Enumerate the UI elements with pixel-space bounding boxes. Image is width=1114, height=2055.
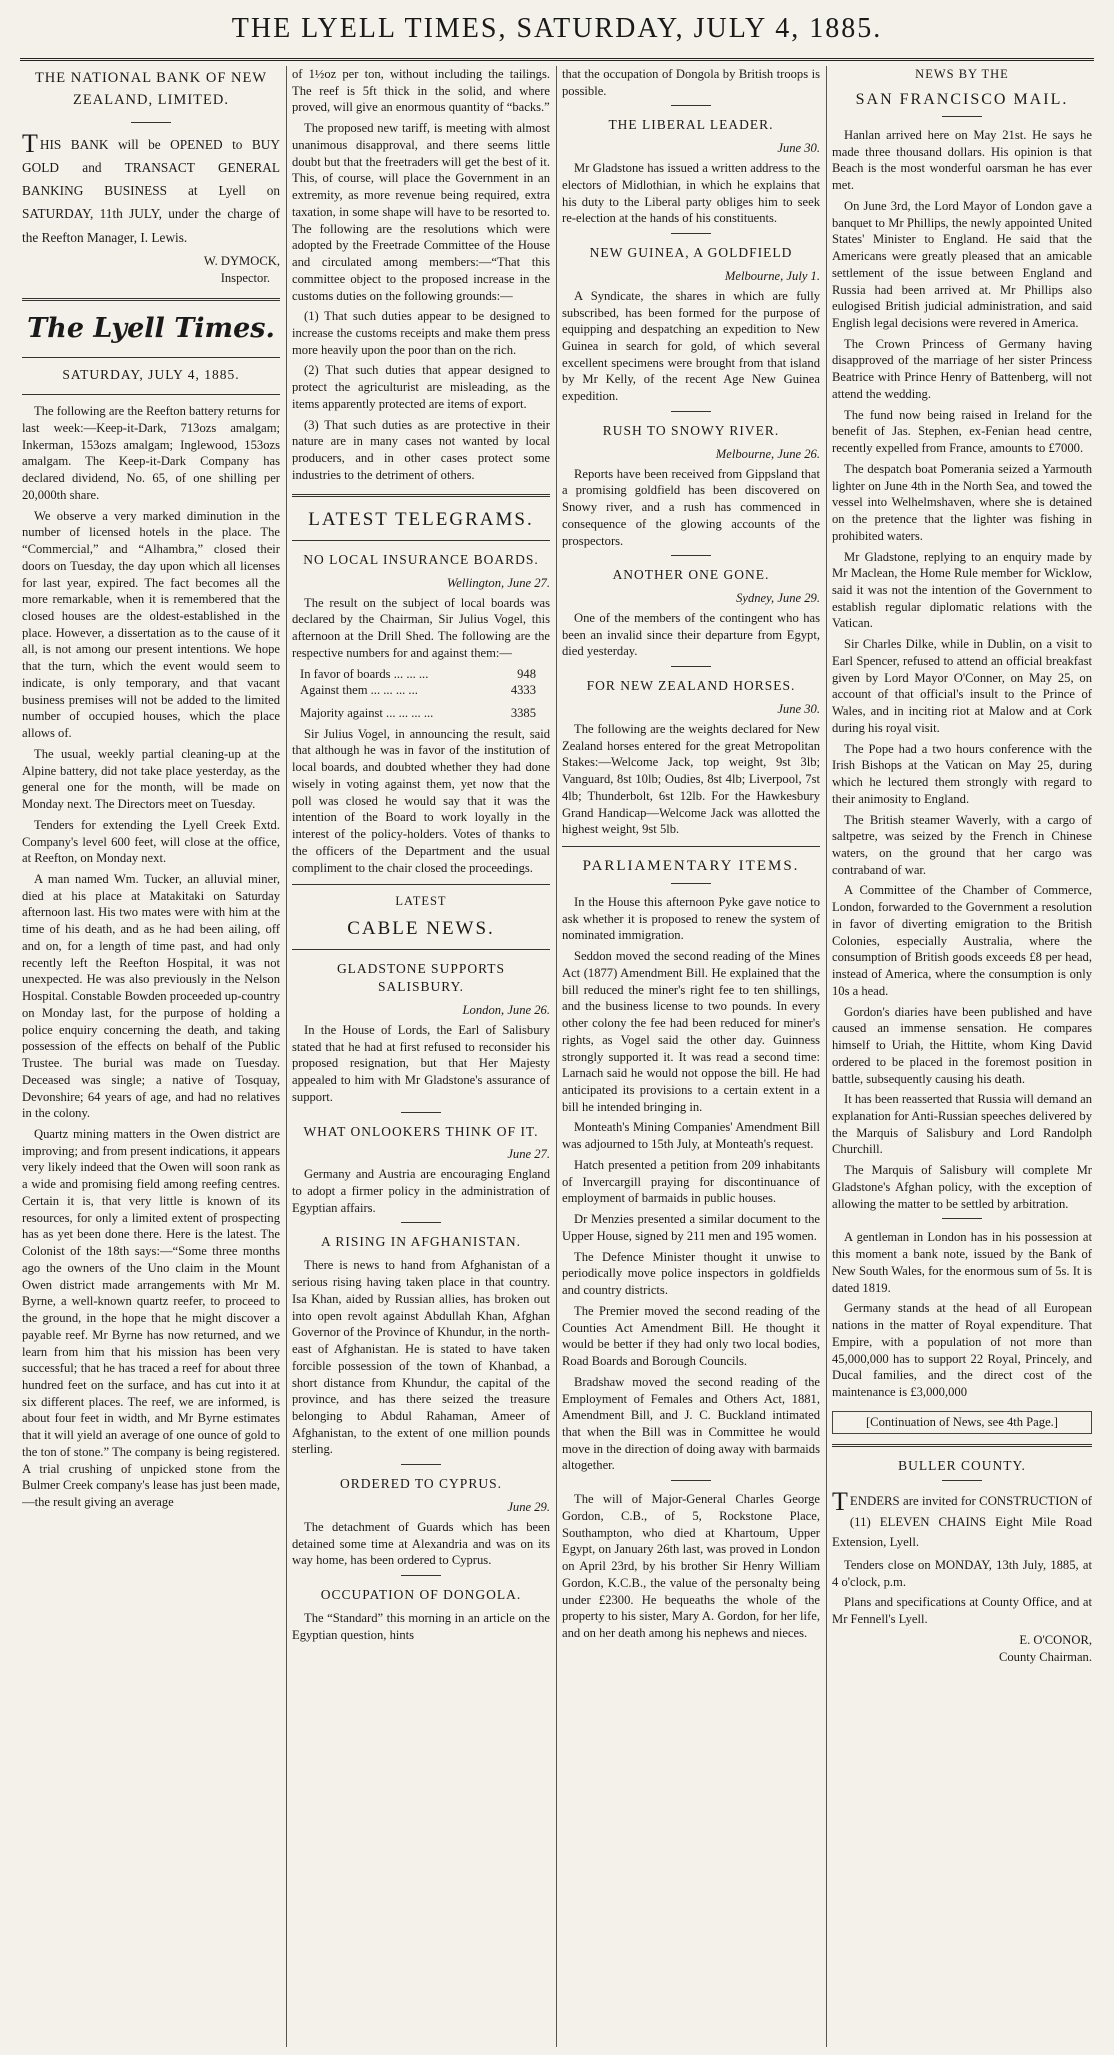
dateline: June 27.	[507, 1147, 550, 1162]
dateline: Melbourne, June 26.	[715, 446, 820, 461]
nameplate: The Lyell Times.	[27, 313, 275, 345]
continuation-note: [Continuation of News, see 4th Page.]	[832, 1411, 1092, 1434]
dateline: June 29.	[507, 1500, 550, 1515]
article-paragraph: The following are the Reefton battery returns for last week:—Keep-it-Dark, 713ozs amalgam; Inkerman, 153ozs amalgam; Inglewood, 153ozs amalgam. The Keep-it-Dark Company has declared dividend, No. 65, of one shilling per 20,000th share.	[22, 404, 280, 502]
dateline: Melbourne, July 1.	[724, 269, 820, 284]
onlookers-headline: WHAT ONLOOKERS THINK OF IT.	[303, 1123, 539, 1139]
article-paragraph: We observe a very marked diminution in the number of licensed hotels in the place. The “Commercial,” and “Alhambra,” closed their doors on Tuesday, the day upon which all licenses for last year, expired. The fact becomes all the more remarkable, when it is remembered that the closed houses are the oldest-established in the place. However, a dissertation as to the cause of it all, is not among our present intentions. We hope that the turn, which the event would seem to indicate, is only temporary, and that vacant business premises will not be added to the limited number of occupied houses, which the place allows of.	[22, 508, 280, 741]
article-paragraph: Monteath's Mining Companies' Amendment Bill was adjourned to 15th July, at Monteath's request.	[562, 1120, 820, 1152]
article-paragraph: A man named Wm. Tucker, an alluvial miner, died at his place at Matakitaki on Saturday afternoon last. His two mates were with him at the time of his death, and as he had been ailing, off and on, for a length of time past, and had only recently left the Reefton Hospital, it was not unexpected. He was also previously in the Nelson Hospital. Constable Bowden proceeded up-country on Monday last, for the purpose of holding a police enquiry concerning the death, and taking possession of the effects on behalf of the Public Trustee. The burial was made on Tuesday. Deceased was single; a native of Tosquay, Devonshire; 64 years of age, and had no relatives in the colony.	[22, 871, 280, 1121]
bank-notice-title: THE NATIONAL BANK OF NEW ZEALAND, LIMITED.	[34, 70, 268, 108]
poll-row-against: Against them ... ... ... ... 4333	[300, 683, 536, 698]
divider	[942, 1480, 982, 1481]
article-paragraph: There is news to hand from Afghanistan of a serious rising having taken place in that country. Isa Khan, aided by Russian allies, has broken out into open revolt against Abdullah Khan, Afghan Governor of the Province of Khundur, in the north-east of Afghanistan. He is stated to have taken forcible possession of the town of Khanbad, a short distance from Khundur, the capital of the province, and has there seized the treasure belonging to Abdul Rahaman, Ameer of Afghanistan, to the extent of one million pounds sterling.	[292, 1258, 550, 1457]
article-paragraph: Tenders for extending the Lyell Creek Extd. Company's level 600 feet, will close at the office, at Reefton, on Monday next.	[22, 817, 280, 866]
article-paragraph: Plans and specifications at County Office, and at Mr Fennell's Lyell.	[832, 1595, 1092, 1627]
article-paragraph: Germany stands at the head of all European nations in the matter of Royal expenditure. That Empire, with a population of not more than 45,000,000 has to support 22 Royal, Princely, and Ducal families, and the direct cost of the maintenance is £3,000,000	[832, 1301, 1092, 1400]
news-by-label: NEWS BY THE	[915, 67, 1009, 81]
article-paragraph: Bradshaw moved the second reading of the Employment of Females and Others Act, 1881, Amendment Bill, and J. C. Buckland intimated that when the Bill was in Committee he would move in the direction of doing away with barmaids altogether.	[562, 1374, 820, 1473]
divider	[671, 233, 711, 234]
bank-notice-body: THIS BANK will be OPENED to BUY GOLD and TRANSACT GENERAL BANKING BUSINESS at Lyell on SATURDAY, 11th JULY, under the charge of the Reefton Manager, I. Lewis.	[22, 128, 280, 245]
column-2	[292, 66, 550, 2047]
article-paragraph: of 1½oz per ton, without including the tailings. The reef is 5ft thick in the solid, and where proved, will give an enormous quantity of “backs.”	[292, 67, 550, 115]
article-paragraph: The Crown Princess of Germany having disapproved of the marriage of her sister Princess Beatrice with Prince Henry of Battenberg, will not attend the wedding.	[832, 336, 1092, 401]
afghanistan-headline: A RISING IN AFGHANISTAN.	[321, 1234, 521, 1250]
divider	[292, 540, 550, 541]
cable-heading: CABLE NEWS.	[347, 917, 495, 939]
article-paragraph: that the occupation of Dongola by British troops is possible.	[562, 67, 820, 98]
article-paragraph: In the House this afternoon Pyke gave notice to ask whether it is proposed to renew the system of nominated immigration.	[562, 894, 820, 943]
divider	[22, 357, 280, 358]
article-paragraph: The British steamer Waverly, with a cargo of saltpetre, was seized by the French in Chinese waters, on the ground that her cargo was contraband of war.	[832, 812, 1092, 877]
article-paragraph: The “Standard” this morning in an article on the Egyptian question, hints	[292, 1611, 550, 1642]
bank-notice-signature: W. DYMOCK,	[203, 253, 280, 268]
column-divider	[826, 66, 827, 2047]
divider	[22, 394, 280, 395]
article-paragraph: The Defence Minister thought it unwise to periodically move police inspectors in goldfields and country districts.	[562, 1249, 820, 1298]
article-paragraph: The proposed new tariff, is meeting with almost unanimous disapproval, and there seems little doubt but that the freetraders will get the best of it. This, of course, will place the Government in an extremity, as more revenue being required, extra taxation, in some shape will have to be resorted to. The following are the resolutions which were adopted by the Freetrade Committee of the House and circulated among members:—“That this committee object to the proposed increase in the customs duties on the following grounds:—	[292, 121, 550, 303]
article-paragraph: The Marquis of Salisbury will complete Mr Gladstone's Afghan policy, with the exception of allowing the matter to be settled by arbitration.	[832, 1163, 1092, 1211]
article-paragraph: The Premier moved the second reading of the Counties Act Amendment Bill. He thought it would be better if they had only two local bodies, Road Boards and Borough Councils.	[562, 1303, 820, 1369]
column-3	[562, 66, 820, 2047]
divider	[401, 1222, 441, 1223]
cyprus-headline: ORDERED TO CYPRUS.	[340, 1476, 502, 1492]
gone-headline: ANOTHER ONE GONE.	[612, 567, 770, 583]
divider	[832, 1444, 1092, 1447]
article-paragraph: Mr Gladstone has issued a written address to the electors of Midlothian, in which he explains that his duty to the Liberal party obliges him to seek re-election at the hands of his constituents.	[562, 161, 820, 226]
column-divider	[286, 66, 287, 2047]
horses-headline: FOR NEW ZEALAND HORSES.	[586, 678, 796, 694]
article-paragraph: The following are the weights declared for New Zealand horses entered for the great Metropolitan Stakes:—Welcome Jack, top weight, 9st 3lb; Vanguard, 8st 10lb; Oudies, 8st 4lb; Liverpool, 7st 4lb; Thunderbolt, 6st 12lb. For the Hawkesbury Grand Handicap—Welcome Jack was allotted the highest weight, 9st 5lb.	[562, 721, 820, 837]
dateline: June 30.	[777, 141, 820, 156]
article-paragraph: Hanlan arrived here on May 21st. He says he made three thousand dollars. His opinion is that Beach is the most wonderful oarsman he has ever met.	[832, 127, 1092, 193]
divider	[671, 105, 711, 106]
article-paragraph: Dr Menzies presented a similar document to the Upper House, signed by 211 men and 195 women.	[562, 1212, 820, 1243]
dateline: SATURDAY, JULY 4, 1885.	[62, 367, 240, 383]
liberal-headline: THE LIBERAL LEADER.	[608, 117, 774, 133]
poll-row-majority: Majority against ... ... ... ... 3385	[300, 705, 536, 720]
parliament-heading: PARLIAMENTARY ITEMS.	[582, 858, 800, 874]
masthead-rule	[20, 58, 1094, 61]
article-paragraph: It has been reasserted that Russia will demand an explanation for Anti-Russian speeches delivered by the Marquis of Salisbury and Lord Randolph Churchill.	[832, 1092, 1092, 1157]
divider	[671, 555, 711, 556]
article-paragraph: Hatch presented a petition from 209 inhabitants of Invercargill praying for discontinuance of employment of barmaids in public houses.	[562, 1157, 820, 1206]
dateline: London, June 26.	[462, 1003, 550, 1018]
dropcap: T	[832, 1487, 848, 1517]
article-paragraph: The usual, weekly partial cleaning-up at the Alpine battery, did not take place yesterday, as the general one for the month, will be made on Monday next. The Directors meet on Tuesday.	[22, 746, 280, 812]
divider	[671, 1480, 711, 1481]
divider	[562, 846, 820, 847]
article-paragraph: Quartz mining matters in the Owen district are improving; and from present indications, it appears very likely indeed that the Owen will soon rank as a wide and promising field among reefing centres. Certain it is, that very little is known of its resources, for only a limited extent of prospecting has as yet been done there. Here is the latest. The Colonist of the 18th says:—“Some three months ago the owners of the Uno claim in the Mount Owen district made arrangements with Mr M. Byrne, a well-known quartz reefer, to proceed to the ground, in the hope that he might discover a payable reef. Mr Byrne has now returned, and we learn from him that his mission has been very successful; that he has traced a reef for about three hundred feet on the surface, and has cut into it at six different places. The reef, we are informed, is about four feet in width, and Mr Byrne estimates that it will yield an average of one ounce of gold to the ton of stone.” The company is being registered. A trial crushing of unpicked stone from the Bulmer Creek company's lease has just been made,—the result giving an average	[22, 1127, 280, 1510]
dropcap: T	[22, 128, 38, 158]
masthead-title: THE LYELL TIMES, SATURDAY, JULY 4, 1885.	[231, 13, 883, 44]
divider	[292, 949, 550, 950]
column-4	[832, 66, 1092, 2047]
divider	[292, 494, 550, 497]
article-paragraph: The will of Major-General Charles George Gordon, C.B., of 5, Rockstone Place, Southampton, who died at Khartoum, Upper Egypt, on January 26th last, was proved in London on April 23rd, by his brother Sir Henry William Gordon, K.C.B., the value of the personalty being under £2300. He bequeaths the whole of the property to his sister, Mary A. Gordon, for her life, and on her death among his nephews and nieces.	[562, 1492, 820, 1641]
article-paragraph: In the House of Lords, the Earl of Salisbury stated that he had at first refused to reconsider his proposed resignation, but that Her Majesty appealed to him with Mr Gladstone's assurance of support.	[292, 1022, 550, 1104]
article-paragraph: Germany and Austria are encouraging England to adopt a firmer policy in the administration of Egyptian affairs.	[292, 1167, 550, 1215]
article-paragraph: A Committee of the Chamber of Commerce, London, forwarded to the Government a resolution in favor of diverting emigration to the British Colonies, especially Australia, where the consumption of British goods exceeds £8 per head, instead of America, where the consumption is only 10s a head.	[832, 883, 1092, 998]
poll-row-favor: In favor of boards ... ... ... 948	[300, 666, 536, 681]
gladstone-headline: GLADSTONE SUPPORTS SALISBURY.	[336, 961, 506, 995]
cable-latest: LATEST	[395, 894, 447, 909]
buller-signature-title: County Chairman.	[998, 1649, 1092, 1664]
article-paragraph: One of the members of the contingent who has been an invalid since their departure from Egypt, died yesterday.	[562, 610, 820, 659]
article-paragraph: A Syndicate, the shares in which are fully subscribed, has been formed for the purpose of equipping and despatching an expedition to New Guinea in search for gold, of which several excellent specimens were brought from that island by Mr Kelly, of the recent Age New Guinea expedition.	[562, 288, 820, 404]
dateline: Wellington, June 27.	[446, 575, 550, 590]
telegrams-heading: LATEST TELEGRAMS.	[308, 508, 534, 530]
column-1	[22, 66, 280, 2047]
article-paragraph: Sir Charles Dilke, while in Dublin, on a visit to Earl Spencer, refused to attend an official breakfast given by Lord Mayor O'Conner, on May 25, on account of that official's insult to the Prince of Wales, and in inciting riot at Malow and at Cork during his royal visit.	[832, 637, 1092, 735]
divider	[671, 666, 711, 667]
divider	[22, 298, 280, 301]
divider	[401, 1464, 441, 1465]
dateline: June 30.	[777, 702, 820, 717]
divider	[131, 122, 171, 123]
snowy-headline: RUSH TO SNOWY RIVER.	[602, 422, 780, 438]
article-paragraph: Tenders close on MONDAY, 13th July, 1885, at 4 o'clock, p.m.	[832, 1557, 1092, 1589]
divider	[671, 411, 711, 412]
article-paragraph: On June 3rd, the Lord Mayor of London gave a banquet to Mr Phillips, the newly appointed United States' Minister to England. He said that the Americans were greatly pleased that an amicable settlement of the issue between England and Russia had been arrived at. Mr Phillips also eulogised British judicial administration, and said English legal decisions were revered in America.	[832, 198, 1092, 330]
article-paragraph: A gentleman in London has in his possession at this moment a bank note, issued by the Bank of New South Wales, for the enormous sum of 5s. It is dated 1819.	[832, 1230, 1092, 1295]
divider	[942, 116, 982, 117]
divider	[401, 1112, 441, 1113]
article-paragraph: (3) That such duties as are protective in their nature are in many cases not wanted by local producers, and in other cases protect some industries to the detriment of others.	[292, 417, 550, 482]
article-paragraph: The Pope had a two hours conference with the Irish Bishops at the Vatican on May 25, during which he lectured them strongly with regard to their animosity to England.	[832, 741, 1092, 806]
article-paragraph: The result on the subject of local boards was declared by the Chairman, Sir Julius Vogel, this afternoon at the Drill Shed. The following are the respective numbers for and against them:—	[292, 595, 550, 660]
article-paragraph: Mr Gladstone, replying to an enquiry made by Mr Maclean, the Home Rule member for Wicklow, said it was not the intention of the Government to establish regular diplomatic relations with the Vatican.	[832, 549, 1092, 631]
article-paragraph: The despatch boat Pomerania seized a Yarmouth lighter on June 4th in the North Sea, and towed the vessel into Welhelmshaven, where she is detained on the pretence that the lighter was fishing in prohibited waters.	[832, 461, 1092, 543]
article-paragraph: (2) That such duties that appear designed to protect the agriculturist are misleading, as the items apparently protected are items of export.	[292, 363, 550, 411]
article-paragraph: Gordon's diaries have been published and have caused an immense sensation. He compares himself to Uriah, the Hittite, whom King David ordered to be placed in the foremost position in battle, subsequently causing his death.	[832, 1004, 1092, 1086]
article-paragraph: The detachment of Guards which has been detained some time at Alexandria and was on its way home, has been ordered to Cyprus.	[292, 1519, 550, 1568]
buller-heading: BULLER COUNTY.	[898, 1457, 1026, 1473]
article-paragraph: Seddon moved the second reading of the Mines Act (1877) Amendment Bill. He explained that the bill reduced the miner's right fee to ten shillings, and the business license to two pounds. In every other colony the fee had been reduced for miner's rights, as Vogel said the other day. Guinness strongly supported it. It was read a second time: Larnach said he would not oppose the bill. He had anticipated its provisions to a certain extent in a bill he intended bringing in.	[562, 949, 820, 1114]
bank-notice-signature-title: Inspector.	[220, 270, 270, 285]
sf-mail-heading: SAN FRANCISCO MAIL.	[855, 90, 1069, 108]
buller-notice-body: TENDERS are invited for CONSTRUCTION of (11) ELEVEN CHAINS Eight Mile Road Extension, Lyell.	[832, 1487, 1092, 1550]
buller-signature: E. O'CONOR,	[1019, 1632, 1092, 1647]
dateline: Sydney, June 29.	[736, 591, 820, 606]
article-paragraph: (1) That such duties appear to be designed to increase the customs receipts and make them press more heavily upon the poor than on the rich.	[292, 309, 550, 357]
article-paragraph: Sir Julius Vogel, in announcing the result, said that although he was in favor of the institution of local boards, and doubted whether they had done wisely in voting against them, yet now that the poll was closed he would say that it was the intention of the Board to work loyally in the interest of the policy-holders. Votes of thanks to the officers of the Department and the usual compliment to the chair closed the proceedings.	[292, 726, 550, 875]
article-paragraph: Reports have been received from Gippsland that a promising goldfield has been discovered on Snowy river, and a rush has commenced in consequence of the glowing accounts of the prospectors.	[562, 466, 820, 548]
article-paragraph: The fund now being raised in Ireland for the benefit of Jas. Stephen, ex-Fenian head centre, recently expelled from France, amounts to £7000.	[832, 407, 1092, 456]
dongola-headline: OCCUPATION OF DONGOLA.	[320, 1587, 522, 1603]
guinea-headline: NEW GUINEA, A GOLDFIELD	[589, 245, 793, 261]
insurance-headline: NO LOCAL INSURANCE BOARDS.	[303, 551, 539, 567]
divider	[942, 1218, 982, 1219]
column-divider	[556, 66, 557, 2047]
divider	[671, 883, 711, 884]
divider	[292, 884, 550, 885]
divider	[401, 1575, 441, 1576]
